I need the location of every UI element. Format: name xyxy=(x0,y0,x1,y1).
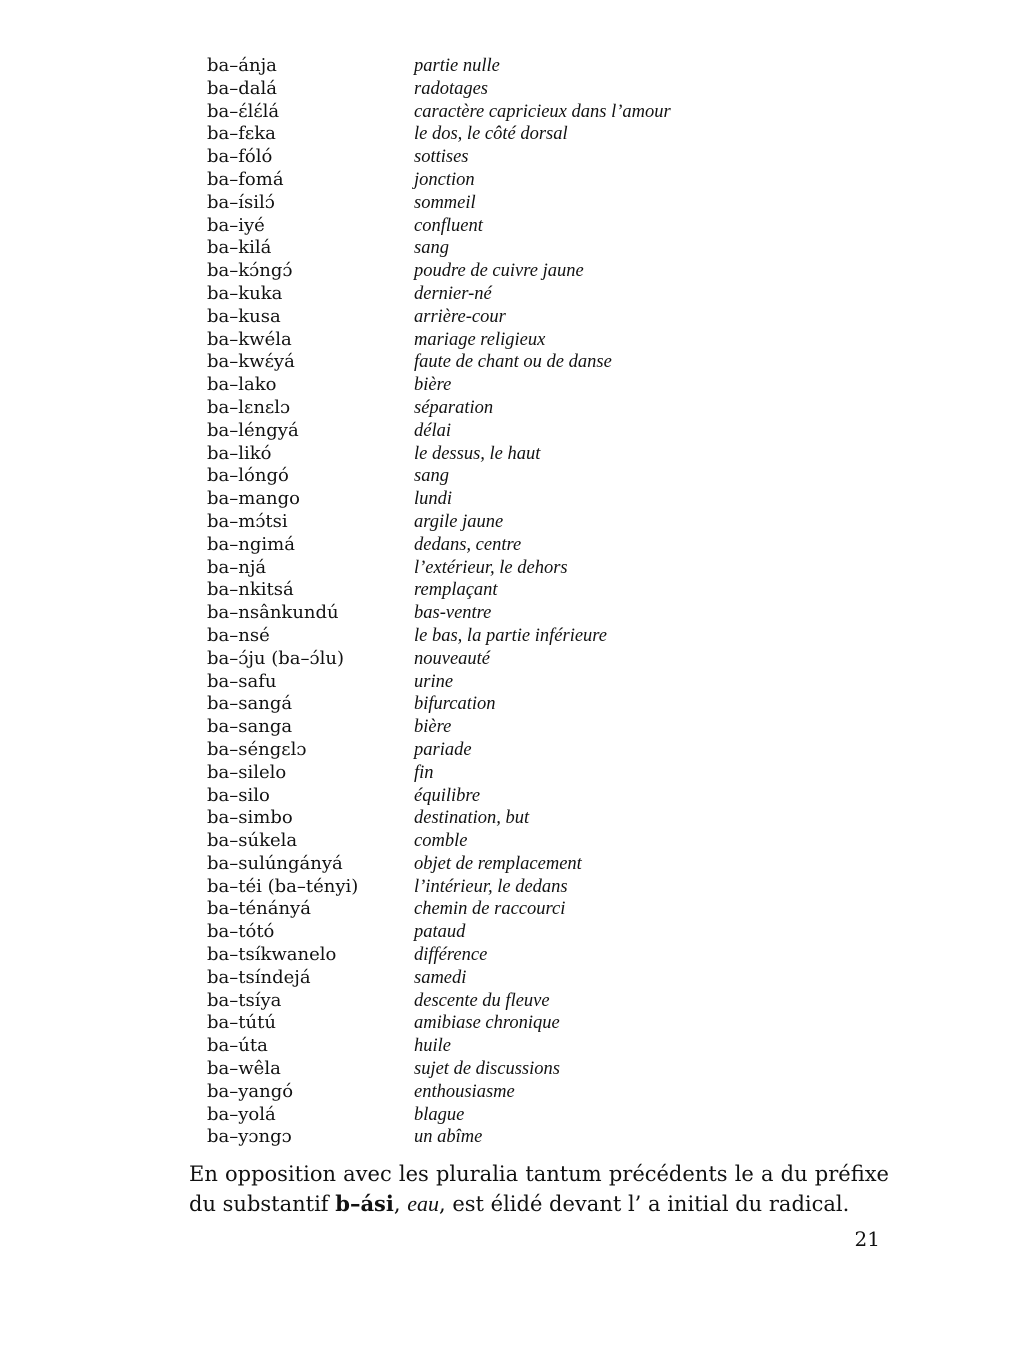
entry-term: ba–tsíya xyxy=(207,989,282,1011)
entry-term: ba–ánja xyxy=(207,55,277,76)
entry-gloss: délai xyxy=(414,420,451,441)
note-text-2: , xyxy=(393,1192,408,1216)
entry-term: ba–fɛka xyxy=(207,123,276,145)
entry-term: ba–kɔ́ngɔ́ xyxy=(207,260,293,282)
lexicon-entry xyxy=(207,762,847,785)
entry-gloss: destination, but xyxy=(414,808,530,829)
lexicon-entry xyxy=(207,443,847,466)
entry-gloss: radotages xyxy=(414,78,488,99)
entry-gloss: argile jaune xyxy=(414,511,504,532)
entry-term: ba–téi (ba–tényi) xyxy=(207,875,359,897)
lexicon-entry xyxy=(207,306,847,329)
lexicon-entry xyxy=(207,693,847,716)
entry-term: ba–sanga xyxy=(207,716,293,738)
entry-term: ba–ngimá xyxy=(207,533,295,555)
lexicon-entry xyxy=(207,465,847,488)
lexicon-entry xyxy=(207,488,847,511)
lexicon-entry xyxy=(207,990,847,1013)
entry-term: ba–safu xyxy=(207,670,277,692)
lexicon-entry xyxy=(207,123,847,146)
entry-gloss: dernier-né xyxy=(414,283,492,304)
entry-gloss: dedans, centre xyxy=(414,534,522,555)
entry-term: ba–ɛ́lɛ́lá xyxy=(207,100,280,122)
lexicon-entry xyxy=(207,534,847,557)
lexicon-entry xyxy=(207,1058,847,1081)
entry-gloss: l’extérieur, le dehors xyxy=(414,557,568,578)
entry-term: ba–tótó xyxy=(207,921,275,943)
lexicon-entry xyxy=(207,625,847,648)
entry-term: ba–sulúngányá xyxy=(207,852,343,874)
entry-term: ba–fomá xyxy=(207,168,284,190)
lexicon-entry xyxy=(207,830,847,853)
lexicon-entry xyxy=(207,55,847,78)
entry-gloss: pataud xyxy=(414,922,466,943)
entry-gloss: séparation xyxy=(414,397,494,418)
entry-gloss: amibiase chronique xyxy=(414,1013,560,1034)
lexicon-entry xyxy=(207,146,847,169)
entry-gloss: pariade xyxy=(414,739,472,760)
lexicon-entry xyxy=(207,420,847,443)
entry-gloss: le dessus, le haut xyxy=(414,443,541,464)
entry-gloss: équilibre xyxy=(414,785,481,806)
entry-term: ba–likó xyxy=(207,442,272,464)
entry-term: ba–kuka xyxy=(207,282,283,304)
note-text-1: En opposition avec les pluralia tantum précédents le a du préfixe du substantif xyxy=(189,1162,889,1216)
entry-gloss: descente du fleuve xyxy=(414,990,550,1011)
entry-gloss: samedi xyxy=(414,967,467,988)
entry-term: ba–silo xyxy=(207,784,270,806)
entry-term: ba–lako xyxy=(207,374,277,396)
entry-gloss: un abîme xyxy=(414,1127,483,1148)
entry-gloss: sang xyxy=(414,466,449,487)
entry-gloss: enthousiasme xyxy=(414,1081,515,1102)
lexicon-entry xyxy=(207,1126,847,1149)
lexicon-entry xyxy=(207,898,847,921)
entry-gloss: différence xyxy=(414,945,488,966)
lexicon-entry xyxy=(207,648,847,671)
entry-term: ba–yangó xyxy=(207,1080,294,1102)
entry-term: ba–dalá xyxy=(207,77,277,99)
lexicon-entry xyxy=(207,671,847,694)
entry-term: ba–njá xyxy=(207,556,267,578)
lexicon-entry xyxy=(207,511,847,534)
lexicon-entry xyxy=(207,101,847,124)
lexicon-entry xyxy=(207,215,847,238)
entry-gloss: bière xyxy=(414,717,452,738)
entry-term: ba–simbo xyxy=(207,807,293,829)
entry-term: ba–séngɛlɔ xyxy=(207,738,307,760)
note-term: b–ási xyxy=(335,1191,394,1216)
entry-term: ba–ɔ́ju (ba–ɔ́lu) xyxy=(207,647,344,669)
entry-term: ba–wêla xyxy=(207,1058,281,1080)
entry-gloss: sottises xyxy=(414,147,469,168)
lexicon-entry-list xyxy=(207,55,847,1149)
note-gloss: eau xyxy=(407,1191,439,1216)
entry-gloss: bas-ventre xyxy=(414,603,492,624)
entry-term: ba–iyé xyxy=(207,214,265,236)
lexicon-entry xyxy=(207,260,847,283)
entry-gloss: arrière-cour xyxy=(414,306,506,327)
entry-term: ba–súkela xyxy=(207,830,298,852)
entry-gloss: huile xyxy=(414,1036,451,1057)
lexicon-entry xyxy=(207,557,847,580)
entry-term: ba–mɔ́tsi xyxy=(207,510,288,532)
entry-gloss: remplaçant xyxy=(414,580,498,601)
entry-term: ba–tsíndejá xyxy=(207,966,311,988)
entry-term: ba–fóló xyxy=(207,146,273,168)
lexicon-entry xyxy=(207,739,847,762)
lexicon-entry xyxy=(207,329,847,352)
entry-gloss: chemin de raccourci xyxy=(414,899,566,920)
lexicon-entry xyxy=(207,78,847,101)
lexicon-entry xyxy=(207,397,847,420)
entry-gloss: comble xyxy=(414,831,468,852)
lexicon-entry xyxy=(207,374,847,397)
entry-term: ba–kusa xyxy=(207,305,281,327)
lexicon-entry xyxy=(207,853,847,876)
entry-term: ba–úta xyxy=(207,1035,268,1057)
lexicon-entry xyxy=(207,785,847,808)
entry-gloss: sang xyxy=(414,238,449,259)
entry-gloss: lundi xyxy=(414,489,453,510)
entry-gloss: faute de chant ou de danse xyxy=(414,352,612,373)
entry-term: ba–nsânkundú xyxy=(207,602,339,624)
lexicon-entry xyxy=(207,579,847,602)
entry-gloss: confluent xyxy=(414,215,483,236)
entry-term: ba–yɔngɔ xyxy=(207,1126,292,1148)
entry-gloss: le dos, le côté dorsal xyxy=(414,124,568,145)
entry-gloss: jonction xyxy=(414,169,475,190)
lexicon-entry xyxy=(207,602,847,625)
entry-term: ba–ténányá xyxy=(207,898,311,920)
entry-term: ba–kwɛ́yá xyxy=(207,351,295,373)
lexicon-entry xyxy=(207,1081,847,1104)
entry-gloss: partie nulle xyxy=(414,56,500,76)
entry-gloss: mariage religieux xyxy=(414,329,546,350)
lexicon-entry xyxy=(207,944,847,967)
entry-term: ba–silelo xyxy=(207,761,287,783)
entry-gloss: objet de remplacement xyxy=(414,853,582,874)
lexicon-entry xyxy=(207,1035,847,1058)
lexicon-entry xyxy=(207,967,847,990)
lexicon-entry xyxy=(207,1104,847,1127)
lexicon-entry xyxy=(207,876,847,899)
entry-gloss: bière xyxy=(414,375,452,396)
entry-term: ba–nsé xyxy=(207,624,270,646)
lexicon-entry xyxy=(207,716,847,739)
entry-term: ba–tsíkwanelo xyxy=(207,944,337,966)
lexicon-entry xyxy=(207,351,847,374)
lexicon-entry xyxy=(207,237,847,260)
page-number: 21 xyxy=(854,1227,880,1251)
entry-gloss: fin xyxy=(414,762,434,783)
entry-gloss: urine xyxy=(414,671,454,692)
entry-gloss: caractère capricieux dans l’amour xyxy=(414,101,671,122)
lexicon-entry xyxy=(207,1012,847,1035)
entry-term: ba–kilá xyxy=(207,237,272,259)
lexicon-entry xyxy=(207,807,847,830)
entry-gloss: le bas, la partie inférieure xyxy=(414,625,608,646)
entry-term: ba–mango xyxy=(207,488,301,510)
entry-term: ba–lóngó xyxy=(207,465,289,487)
lexicon-entry xyxy=(207,169,847,192)
entry-gloss: bifurcation xyxy=(414,694,496,715)
entry-term: ba–yolá xyxy=(207,1103,276,1125)
entry-gloss: blague xyxy=(414,1104,465,1125)
footnote-paragraph xyxy=(189,1160,889,1219)
entry-term: ba–kwéla xyxy=(207,328,292,350)
entry-term: ba–tútú xyxy=(207,1012,276,1034)
lexicon-entry xyxy=(207,921,847,944)
entry-gloss: l’intérieur, le dedans xyxy=(414,876,568,897)
note-text-3: , est élidé devant l’ a initial du radical. xyxy=(438,1192,850,1216)
entry-term: ba–nkitsá xyxy=(207,579,294,601)
lexicon-entry xyxy=(207,283,847,306)
entry-term: ba–sangá xyxy=(207,693,293,715)
entry-gloss: sommeil xyxy=(414,192,476,213)
entry-term: ba–léngyá xyxy=(207,419,299,441)
lexicon-entry xyxy=(207,192,847,215)
entry-gloss: sujet de discussions xyxy=(414,1059,560,1080)
entry-gloss: nouveauté xyxy=(414,648,491,669)
entry-term: ba–lɛnɛlɔ xyxy=(207,396,291,418)
entry-term: ba–ísilɔ́ xyxy=(207,191,275,213)
entry-gloss: poudre de cuivre jaune xyxy=(414,261,584,282)
